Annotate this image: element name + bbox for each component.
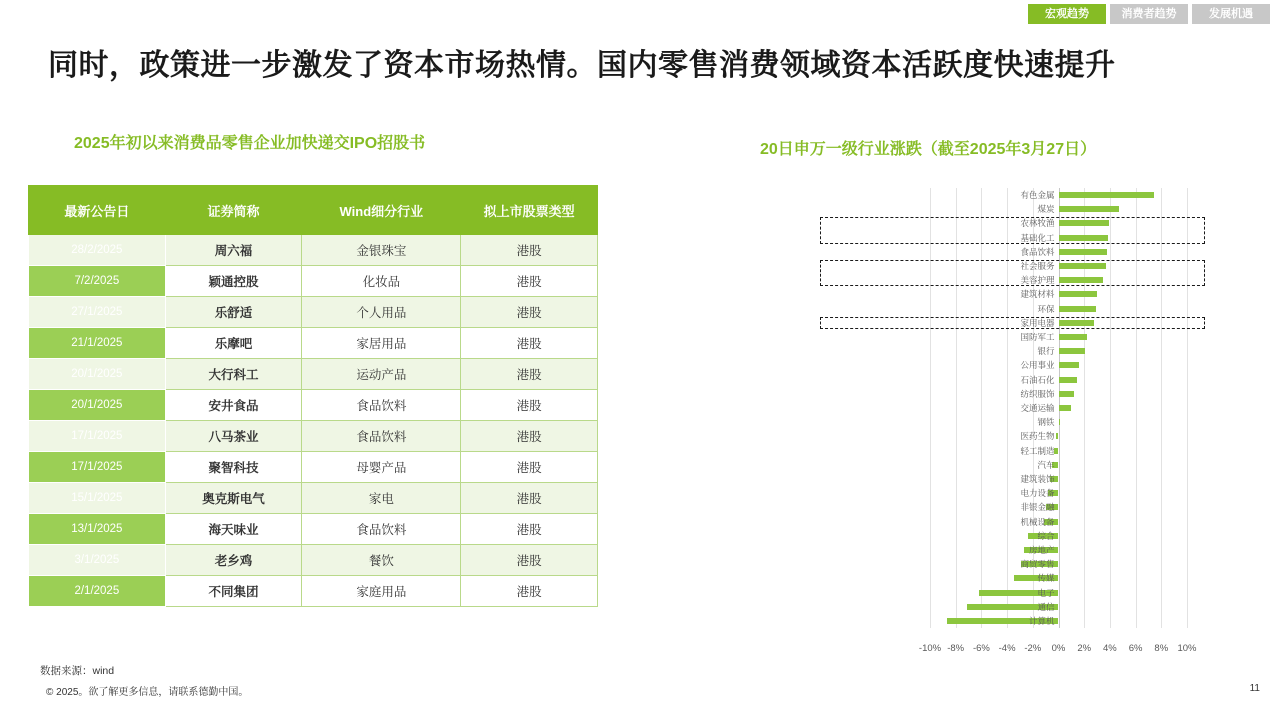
- table-cell: 老乡鸡: [165, 545, 302, 576]
- table-cell: 母婴产品: [302, 452, 461, 483]
- table-cell: 15/1/2025: [29, 483, 166, 514]
- chart-category-label: 通信: [1037, 601, 1055, 612]
- chart-bar: [1059, 291, 1098, 297]
- x-axis-tick-label: -6%: [972, 643, 990, 654]
- table-row: [29, 266, 598, 297]
- table-cell: 港股: [461, 576, 598, 607]
- x-axis-tick-label: 2%: [1077, 643, 1092, 654]
- x-axis-tick-label: -2%: [1024, 643, 1042, 654]
- table-cell: 大行科工: [165, 359, 302, 390]
- table-row: [29, 328, 598, 359]
- table-cell: 港股: [461, 452, 598, 483]
- table-cell: 金银珠宝: [302, 235, 461, 266]
- table-row: [29, 514, 598, 545]
- table-cell: 八马茶业: [165, 421, 302, 452]
- table-cell: 港股: [461, 235, 598, 266]
- table-cell: 27/1/2025: [29, 297, 166, 328]
- table-cell: 港股: [461, 483, 598, 514]
- table-row: [29, 390, 598, 421]
- table-cell: 食品饮料: [302, 514, 461, 545]
- chart-category-label: 公用事业: [1020, 360, 1055, 371]
- table-cell: 港股: [461, 328, 598, 359]
- chart-bar: [1059, 249, 1108, 255]
- industry-performance-chart: [645, 178, 1245, 653]
- column-header-stock-type: 拟上市股票类型: [461, 186, 598, 235]
- table-cell: 21/1/2025: [29, 328, 166, 359]
- table-cell: 港股: [461, 545, 598, 576]
- table-row: [29, 545, 598, 576]
- table-cell: 家居用品: [302, 328, 461, 359]
- chart-gridline: [981, 188, 982, 628]
- chart-category-label: 商贸零售: [1020, 559, 1055, 570]
- x-axis-tick-label: 8%: [1154, 643, 1169, 654]
- x-axis-tick-label: 10%: [1177, 643, 1197, 654]
- table-cell: 食品饮料: [302, 390, 461, 421]
- page-number: 11: [1249, 683, 1260, 694]
- table-cell: 食品饮料: [302, 421, 461, 452]
- chart-category-label: 家用电器: [1020, 317, 1055, 328]
- chart-bar: [1054, 448, 1058, 454]
- chart-bar: [1059, 405, 1072, 411]
- chart-bar: [1059, 192, 1154, 198]
- copyright-note: © 2025。欲了解更多信息，请联系德勤中国。: [46, 687, 249, 698]
- chart-category-label: 煤炭: [1037, 204, 1055, 215]
- table-header-row: [29, 186, 598, 235]
- chart-category-label: 非银金融: [1020, 502, 1055, 513]
- chart-gridline: [930, 188, 931, 628]
- chart-category-label: 计算机: [1028, 615, 1055, 626]
- table-cell: 颖通控股: [165, 266, 302, 297]
- chart-category-label: 纺织服饰: [1020, 388, 1055, 399]
- table-cell: 17/1/2025: [29, 421, 166, 452]
- table-cell: 家庭用品: [302, 576, 461, 607]
- table-cell: 7/2/2025: [29, 266, 166, 297]
- column-header-industry: Wind细分行业: [302, 186, 461, 235]
- chart-category-label: 汽车: [1037, 459, 1055, 470]
- chart-category-label: 轻工制造: [1020, 445, 1055, 456]
- table-row: [29, 452, 598, 483]
- table-cell: 13/1/2025: [29, 514, 166, 545]
- column-header-date: 最新公告日: [29, 186, 166, 235]
- chart-category-label: 医药生物: [1020, 431, 1055, 442]
- table-cell: 港股: [461, 421, 598, 452]
- chart-bar: [1059, 362, 1080, 368]
- source-note: 数据来源：wind: [40, 665, 115, 677]
- table-cell: 港股: [461, 514, 598, 545]
- chart-bar: [1059, 391, 1074, 397]
- chart-category-label: 农林牧渔: [1020, 218, 1055, 229]
- chart-category-label: 基础化工: [1020, 232, 1055, 243]
- table-cell: 28/2/2025: [29, 235, 166, 266]
- tab-consumer-trends[interactable]: 消费者趋势: [1110, 4, 1188, 24]
- table-cell: 周六福: [165, 235, 302, 266]
- x-axis-tick-label: 6%: [1128, 643, 1143, 654]
- table-body: [29, 235, 598, 607]
- chart-gridline: [1136, 188, 1137, 628]
- chart-gridline: [1007, 188, 1008, 628]
- chart-category-label: 银行: [1037, 346, 1055, 357]
- table-cell: 港股: [461, 297, 598, 328]
- chart-category-label: 社会服务: [1020, 261, 1055, 272]
- chart-category-label: 环保: [1037, 303, 1055, 314]
- chart-highlight-box: [820, 217, 1205, 243]
- table-cell: 3/1/2025: [29, 545, 166, 576]
- chart-category-label: 食品饮料: [1020, 246, 1055, 257]
- table-row: [29, 359, 598, 390]
- chart-gridline: [1110, 188, 1111, 628]
- table-cell: 海天味业: [165, 514, 302, 545]
- table-cell: 餐饮: [302, 545, 461, 576]
- chart-highlight-box: [820, 317, 1205, 329]
- ipo-table-container: [28, 185, 598, 607]
- table-cell: 不同集团: [165, 576, 302, 607]
- left-section-title: 2025年初以来消费品零售企业加快递交IPO招股书: [74, 135, 426, 152]
- table-cell: 聚智科技: [165, 452, 302, 483]
- ipo-table: [28, 185, 598, 607]
- chart-plot-area: [918, 188, 1197, 654]
- chart-bar: [1056, 433, 1059, 439]
- chart-category-label: 有色金属: [1020, 190, 1055, 201]
- chart-category-label: 房地产: [1028, 544, 1055, 555]
- tab-macro-trends[interactable]: 宏观趋势: [1028, 4, 1106, 24]
- table-cell: 家电: [302, 483, 461, 514]
- table-cell: 17/1/2025: [29, 452, 166, 483]
- chart-category-label: 传媒: [1037, 573, 1055, 584]
- chart-category-label: 国防军工: [1020, 332, 1055, 343]
- x-axis-tick-label: -4%: [998, 643, 1016, 654]
- tab-growth-opportunities[interactable]: 发展机遇: [1192, 4, 1270, 24]
- chart-category-label: 美容护理: [1020, 275, 1055, 286]
- table-row: [29, 421, 598, 452]
- chart-category-label: 电力设备: [1020, 488, 1055, 499]
- table-row: [29, 297, 598, 328]
- table-cell: 奥克斯电气: [165, 483, 302, 514]
- chart-category-label: 建筑装饰: [1020, 473, 1055, 484]
- x-axis-tick-label: 4%: [1103, 643, 1117, 654]
- chart-bar: [1059, 334, 1088, 340]
- table-cell: 乐摩吧: [165, 328, 302, 359]
- table-row: [29, 576, 598, 607]
- table-cell: 港股: [461, 390, 598, 421]
- x-axis-tick-label: -8%: [947, 643, 965, 654]
- table-cell: 化妆品: [302, 266, 461, 297]
- table-cell: 港股: [461, 266, 598, 297]
- chart-gridline: [956, 188, 957, 628]
- x-axis-tick-label: -10%: [918, 643, 942, 654]
- table-cell: 个人用品: [302, 297, 461, 328]
- chart-category-label: 建筑材料: [1020, 289, 1055, 300]
- chart-category-label: 电子: [1037, 587, 1055, 598]
- table-cell: 安井食品: [165, 390, 302, 421]
- chart-bar: [1059, 306, 1096, 312]
- chart-category-label: 机械设备: [1020, 516, 1055, 527]
- table-cell: 20/1/2025: [29, 359, 166, 390]
- table-cell: 20/1/2025: [29, 390, 166, 421]
- chart-category-label: 交通运输: [1020, 403, 1055, 413]
- right-section-title: 20日申万一级行业涨跌（截至2025年3月27日）: [760, 141, 1097, 158]
- table-cell: 运动产品: [302, 359, 461, 390]
- x-axis-tick-label: 0%: [1051, 643, 1066, 654]
- chart-highlight-box: [820, 260, 1205, 286]
- chart-category-label: 综合: [1037, 530, 1055, 541]
- chart-category-label: 钢铁: [1037, 417, 1055, 428]
- chart-bar: [1059, 377, 1078, 383]
- chart-category-label: 石油石化: [1020, 374, 1055, 385]
- table-cell: 乐舒适: [165, 297, 302, 328]
- section-tabs[interactable]: [1028, 4, 1270, 24]
- chart-gridline: [1187, 188, 1188, 628]
- table-row: [29, 235, 598, 266]
- table-cell: 2/1/2025: [29, 576, 166, 607]
- chart-bar: [1059, 348, 1086, 354]
- chart-bar: [1059, 206, 1119, 212]
- table-cell: 港股: [461, 359, 598, 390]
- page-title: 同时，政策进一步激发了资本市场热情。国内零售消费领域资本活跃度快速提升: [48, 49, 1116, 82]
- column-header-security: 证券简称: [165, 186, 302, 235]
- table-row: [29, 483, 598, 514]
- chart-bar: [1059, 419, 1061, 425]
- chart-gridline: [1161, 188, 1162, 628]
